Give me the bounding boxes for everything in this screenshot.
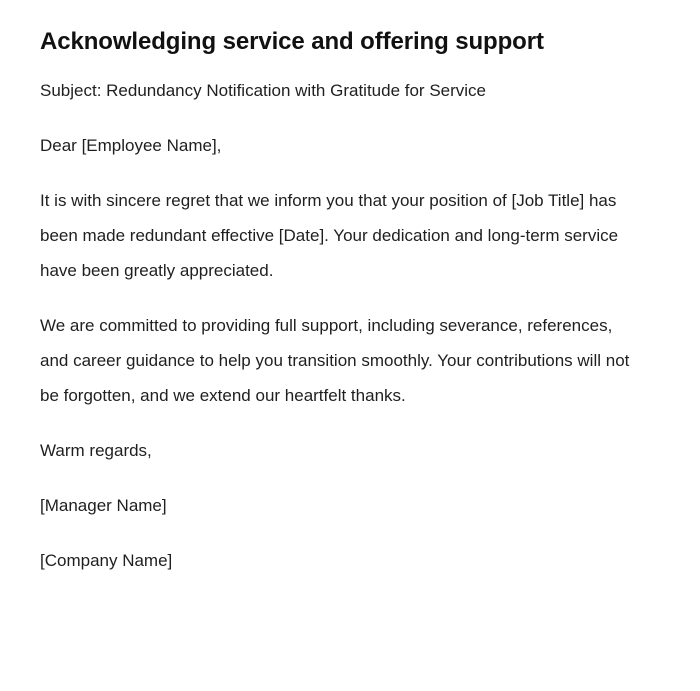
paragraph-notification: It is with sincere regret that we inform you that your position of [Job Title] has been made redundant effective [Date]. Your dedication and long-term service have been greatly appreciated. <box>40 191 619 281</box>
paragraph-subject: Subject: Redundancy Notification with Gratitude for Service <box>40 81 487 101</box>
paragraph-support: We are committed to providing full support, including severance, references, and career guidance to help you transition smoothly. Your contributions will not be forgotten, and we extend our heartfelt thanks. <box>40 316 630 406</box>
paragraph-closing: Warm regards, <box>40 441 152 461</box>
page-title: Acknowledging service and offering support <box>40 28 544 55</box>
paragraph-salutation: Dear [Employee Name], <box>40 136 222 156</box>
paragraph-manager-name: [Manager Name] <box>40 496 167 516</box>
paragraph-company-name: [Company Name] <box>40 551 173 571</box>
